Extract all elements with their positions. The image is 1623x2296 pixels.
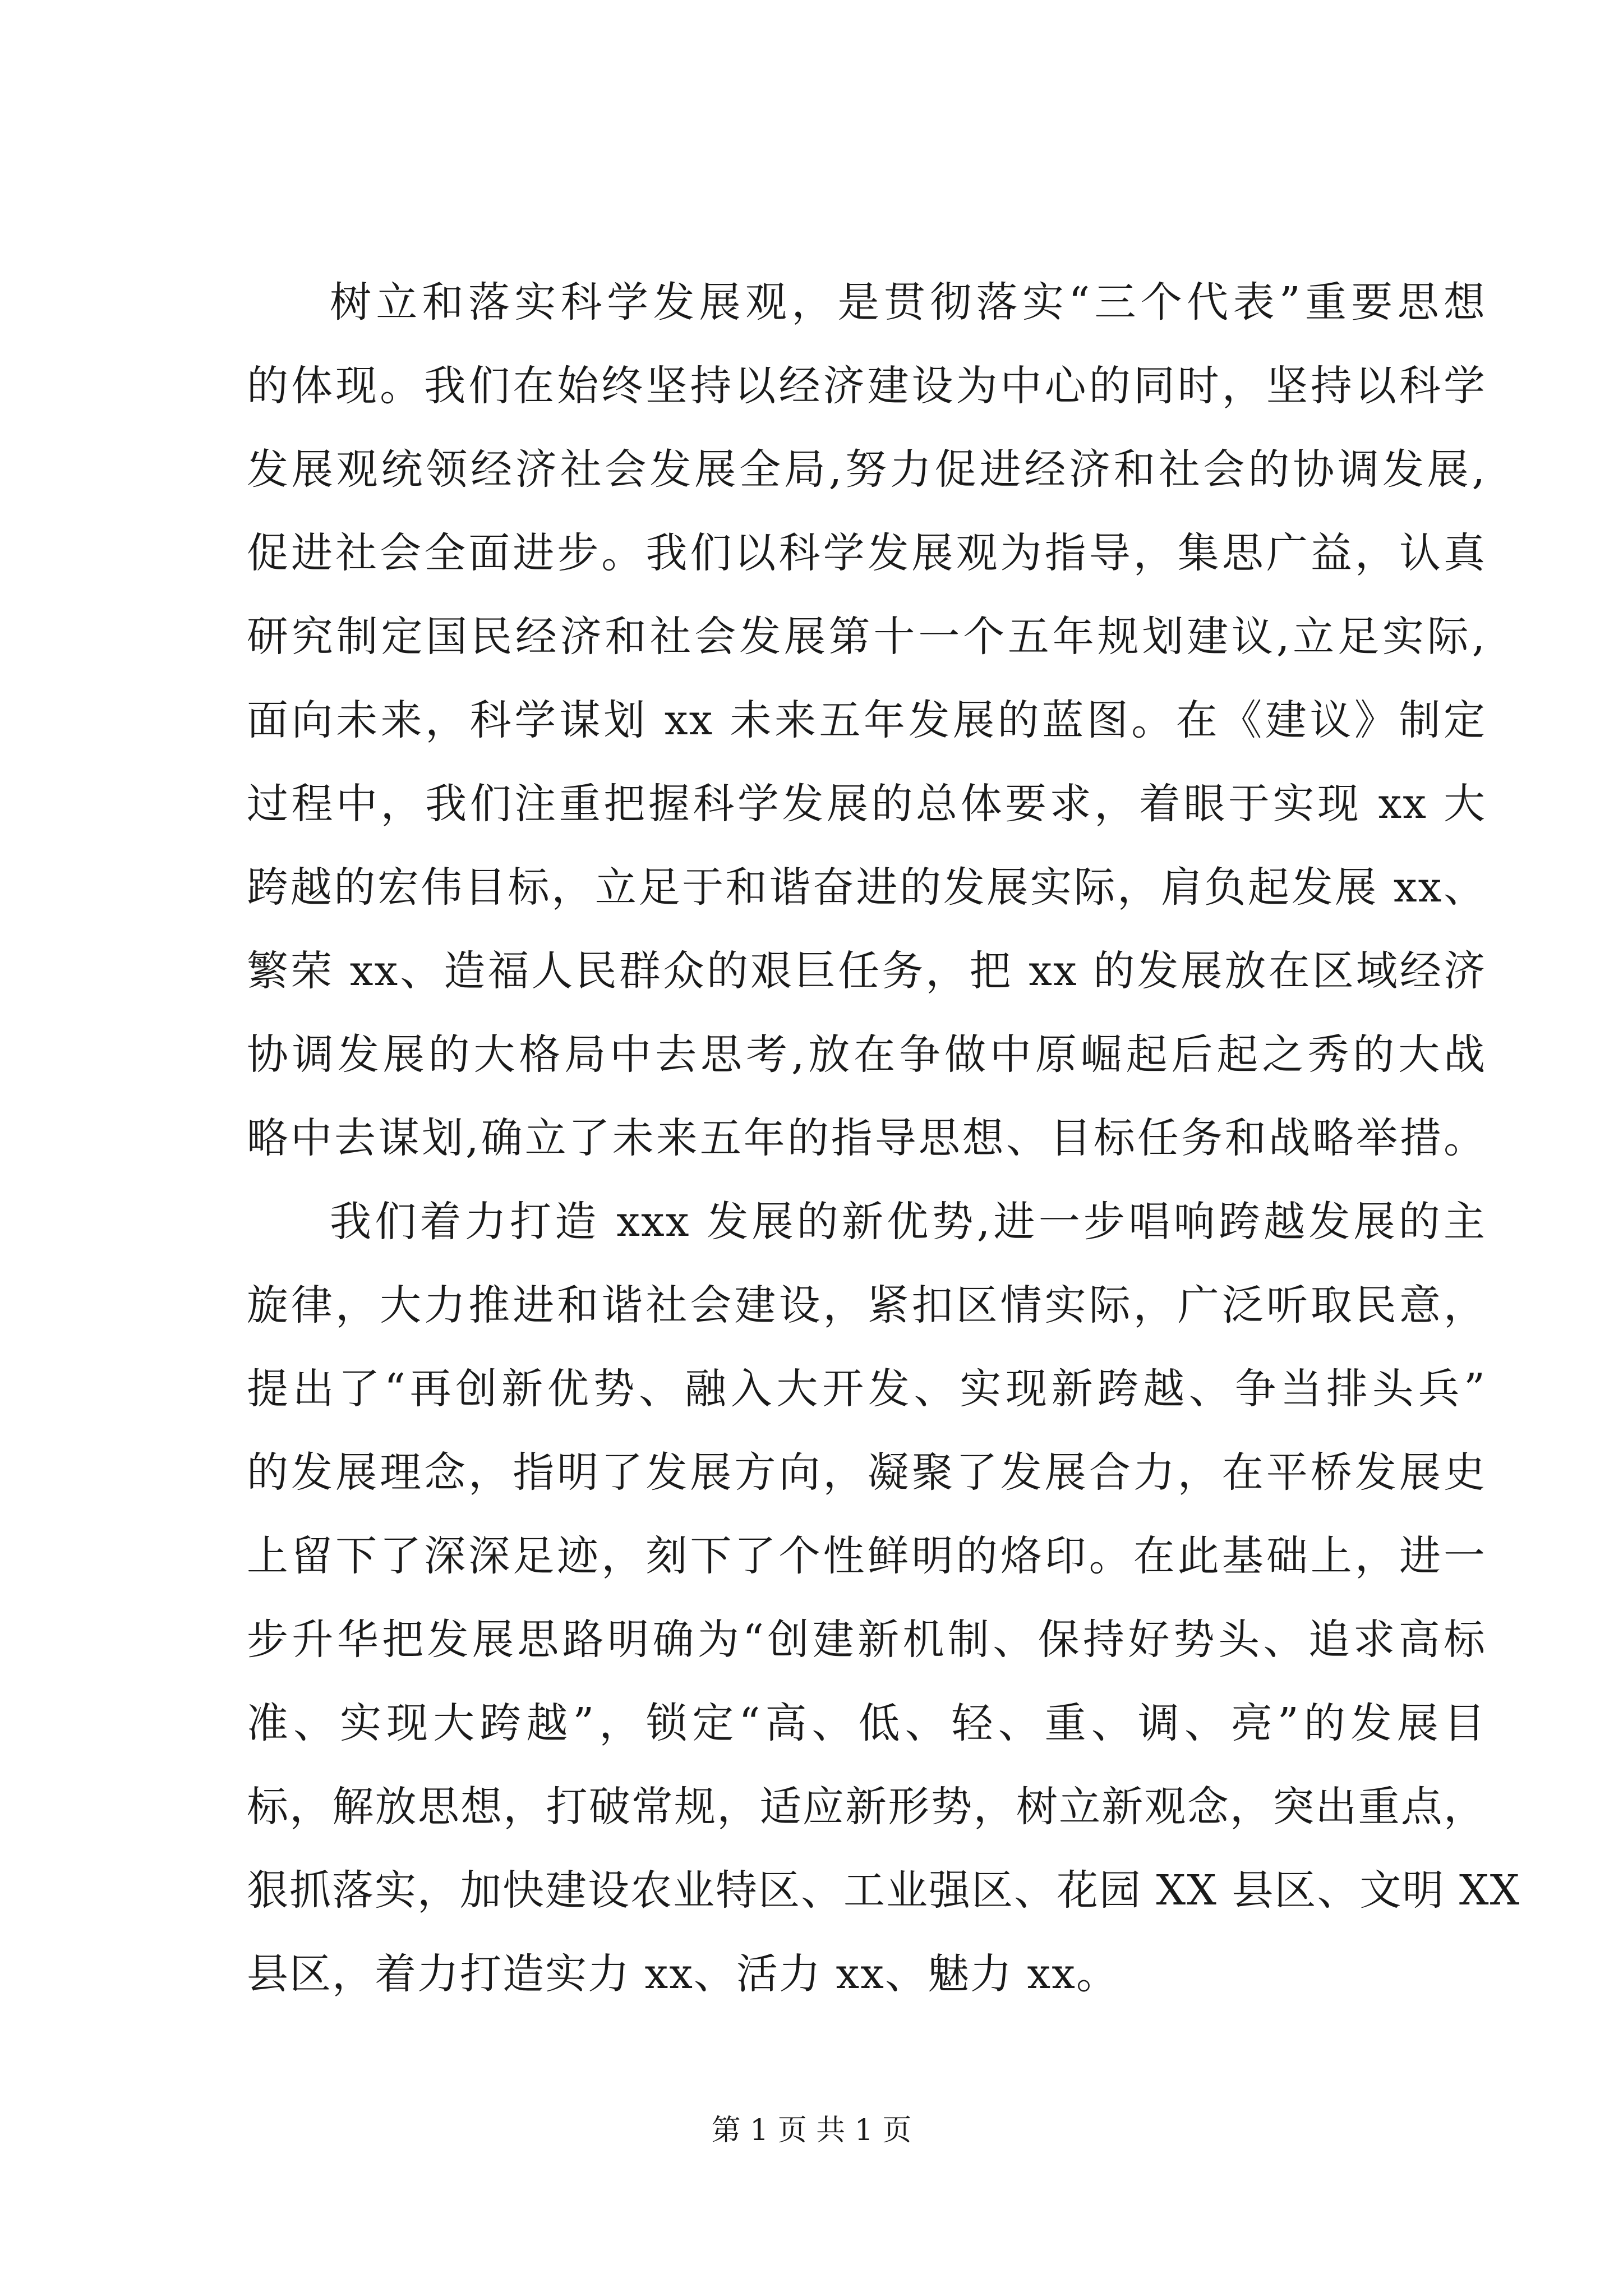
paragraph-2-line-10: 县区，着力打造实力 xx、活力 xx、魅力 xx。 (247, 1950, 1119, 1998)
paragraph-1-line-6: 面向未来，科学谋划 xx 未来五年发展的蓝图。在《建议》制定 (247, 696, 1486, 744)
paragraph-2-line-9: 狠抓落实，加快建设农业特区、工业强区、花园 XX 县区、文明 XX (247, 1866, 1521, 1915)
page-number-label: 第 1 页 共 1 页 (711, 2114, 912, 2147)
paragraph-2-line-6: 步升华把发展思路明确为“创建新机制、保持好势头、追求高标 (247, 1616, 1486, 1664)
paragraph-1-line-10: 协调发展的大格局中去思考,放在争做中原崛起后起之秀的大战 (247, 1030, 1486, 1079)
paragraph-2-line-8: 标，解放思想，打破常规，适应新形势，树立新观念，突出重点， (247, 1783, 1486, 1831)
paragraph-2-line-4: 的发展理念，指明了发展方向，凝聚了发展合力，在平桥发展史 (247, 1448, 1486, 1497)
paragraph-1-line-7: 过程中，我们注重把握科学发展的总体要求，着眼于实现 xx 大 (247, 780, 1486, 828)
page-footer (0, 2106, 1623, 2148)
paragraph-1-line-3: 发展观统领经济社会发展全局,努力促进经济和社会的协调发展, (247, 445, 1486, 494)
paragraph-2-line-5: 上留下了深深足迹，刻下了个性鲜明的烙印。在此基础上，进一 (247, 1532, 1486, 1580)
paragraph-1-line-4: 促进社会全面进步。我们以科学发展观为指导，集思广益，认真 (247, 529, 1486, 577)
paragraph-1-line-8: 跨越的宏伟目标，立足于和谐奋进的发展实际，肩负起发展 xx、 (247, 863, 1486, 912)
paragraph-2-line-3: 提出了“再创新优势、融入大开发、实现新跨越、争当排头兵” (247, 1365, 1486, 1413)
document-body (247, 261, 1521, 2016)
paragraph-1-line-5: 研究制定国民经济和社会发展第十一个五年规划建议,立足实际, (247, 613, 1486, 661)
paragraph-2-line-1: 我们着力打造 xxx 发展的新优势,进一步唱响跨越发展的主 (330, 1198, 1486, 1246)
paragraph-1-line-1: 树立和落实科学发展观，是贯彻落实“三个代表”重要思想 (330, 278, 1486, 326)
paragraph-1-line-2: 的体现。我们在始终坚持以经济建设为中心的同时，坚持以科学 (247, 362, 1486, 410)
paragraph-1-line-11: 略中去谋划,确立了未来五年的指导思想、目标任务和战略举措。 (247, 1114, 1486, 1162)
paragraph-1-line-9: 繁荣 xx、造福人民群众的艰巨任务，把 xx 的发展放在区域经济 (247, 947, 1486, 995)
paragraph-2-line-2: 旋律，大力推进和谐社会建设，紧扣区情实际，广泛听取民意， (247, 1281, 1486, 1329)
paragraph-2-line-7: 准、实现大跨越”，锁定“高、低、轻、重、调、亮”的发展目 (247, 1699, 1486, 1747)
